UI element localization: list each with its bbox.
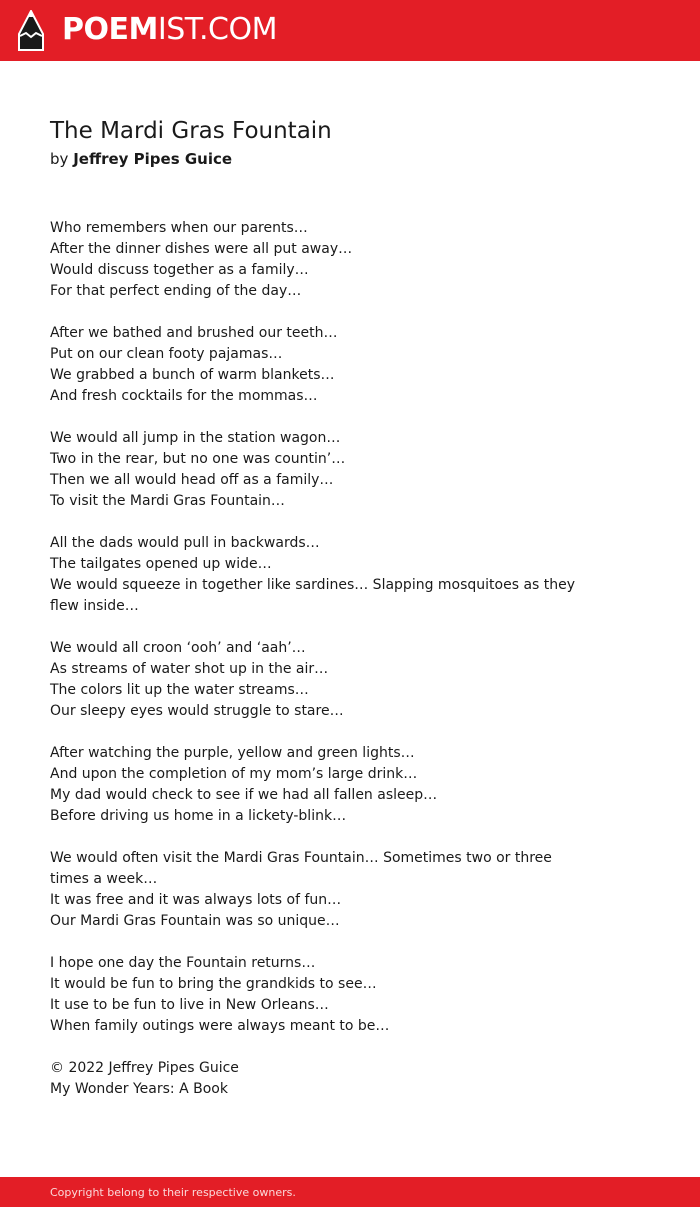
- poem-line: After the dinner dishes were all put away…: [50, 241, 353, 257]
- poem-line: Then we all would head off as a family…: [50, 472, 334, 488]
- site-logo[interactable]: [62, 12, 277, 48]
- byline: [50, 148, 232, 170]
- poem-line: And fresh cocktails for the mommas…: [50, 388, 318, 404]
- site-header: [0, 0, 700, 61]
- stanza: [50, 323, 590, 407]
- stanza: [50, 638, 590, 722]
- poem-line: We would all jump in the station wagon…: [50, 430, 341, 446]
- poem-line: Our sleepy eyes would struggle to stare…: [50, 703, 344, 719]
- poem-line: All the dads would pull in backwards…: [50, 535, 320, 551]
- poem-line: To visit the Mardi Gras Fountain…: [50, 493, 285, 509]
- stanza: [50, 848, 590, 932]
- logo-bold-text: POEM: [62, 12, 158, 47]
- stanza: [50, 428, 590, 512]
- poem-line: We would squeeze in together like sardines… Slapping mosquitoes as they flew inside…: [50, 577, 576, 614]
- poem-line: After we bathed and brushed our teeth…: [50, 325, 338, 341]
- byline-prefix: by: [50, 150, 69, 168]
- stanza: [50, 218, 590, 302]
- poem-line: It was free and it was always lots of fun…: [50, 892, 342, 908]
- poem-line: Our Mardi Gras Fountain was so unique…: [50, 913, 340, 929]
- poem-line: Put on our clean footy pajamas…: [50, 346, 283, 362]
- poem-line: Would discuss together as a family…: [50, 262, 309, 278]
- poem-line: After watching the purple, yellow and green lights…: [50, 745, 415, 761]
- stanza: [50, 1058, 590, 1100]
- poem-line: For that perfect ending of the day…: [50, 283, 302, 299]
- copyright-notice: Copyright belong to their respective owners.: [50, 1186, 296, 1199]
- poem-line: It would be fun to bring the grandkids to see…: [50, 976, 377, 992]
- poem-line: Before driving us home in a lickety-blink…: [50, 808, 347, 824]
- author-name: Jeffrey Pipes Guice: [73, 150, 233, 168]
- poem-line: Two in the rear, but no one was countin’…: [50, 451, 346, 467]
- stanza: [50, 743, 590, 827]
- poem-line: We would all croon ‘ooh’ and ‘aah’…: [50, 640, 306, 656]
- poem-line: The colors lit up the water streams…: [50, 682, 309, 698]
- logo-light-text: IST.COM: [157, 12, 277, 47]
- stanza: [50, 533, 590, 617]
- pencil-tip-icon: [18, 10, 44, 51]
- poem-line: When family outings were always meant to be…: [50, 1018, 390, 1034]
- stanza: [50, 953, 590, 1037]
- poem-line: It use to be fun to live in New Orleans…: [50, 997, 329, 1013]
- poem-line: And upon the completion of my mom’s large drink…: [50, 766, 418, 782]
- poem-line: The tailgates opened up wide…: [50, 556, 272, 572]
- poem-line: © 2022 Jeffrey Pipes Guice: [50, 1060, 239, 1076]
- poem-body: [50, 218, 590, 1121]
- poem-line: My dad would check to see if we had all fallen asleep…: [50, 787, 438, 803]
- poem-line: I hope one day the Fountain returns…: [50, 955, 316, 971]
- poem-title: The Mardi Gras Fountain: [50, 118, 332, 144]
- poem-line: We would often visit the Mardi Gras Fountain… Sometimes two or three times a week…: [50, 850, 552, 887]
- poem-line: My Wonder Years: A Book: [50, 1081, 228, 1097]
- poem-line: As streams of water shot up in the air…: [50, 661, 329, 677]
- poem-line: Who remembers when our parents…: [50, 220, 308, 236]
- site-footer: [0, 1177, 700, 1207]
- poem-line: We grabbed a bunch of warm blankets…: [50, 367, 335, 383]
